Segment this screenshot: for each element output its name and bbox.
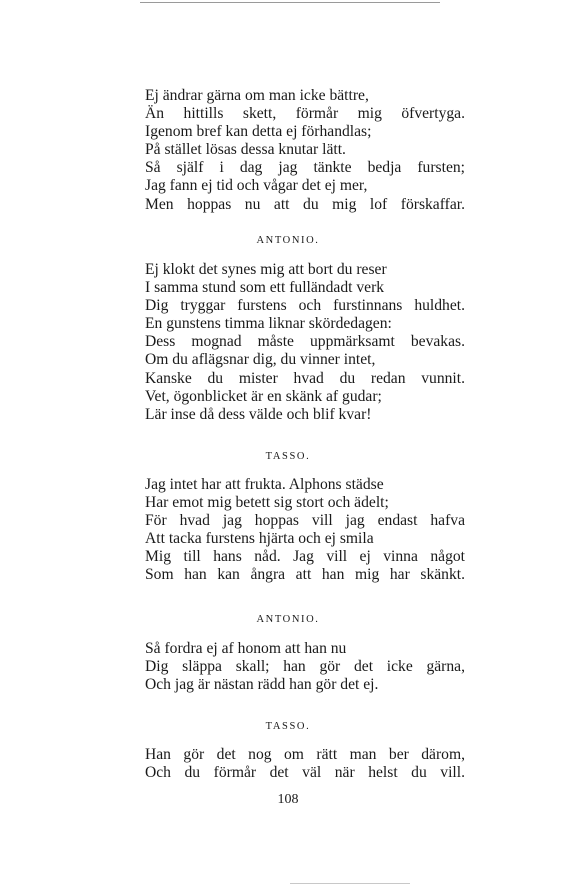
verse-line: Ej klokt det synes mig att bort du reser [145,261,387,278]
verse-line: Har emot mig betett sig stort och ädelt; [145,494,389,512]
verse-line: Och du förmår det väl när helst du vill. [145,764,465,782]
page-number: 108 [277,792,299,807]
verse-line: Men hoppas nu att du mig lof förskaffar. [145,195,465,213]
speaker-heading: ANTONIO. [256,235,320,246]
verse-line: Vet, ögonblicket är en skänk af gudar; [145,387,382,405]
verse-block [145,640,465,694]
verse-line: Igenom bref kan detta ej förhandlas; [145,123,372,141]
verse-line: Att tacka furstens hjärta och ej smila [145,530,374,548]
verse-line: Dig tryggar furstens och furstinnans huldhet. [145,297,465,315]
speaker-heading: ANTONIO. [256,614,320,625]
verse-line: Jag intet har att frukta. Alphons städse [145,476,384,493]
verse-line: Så själf i dag jag tänkte bedja fursten; [145,159,465,177]
verse-line: Kanske du mister hvad du redan vunnit. [145,369,465,387]
verse-line: Om du aflägsnar dig, du vinner intet, [145,351,376,369]
verse-line: Han gör det nog om rätt man ber därom, [145,746,465,763]
verse-line: För hvad jag hoppas vill jag endast hafva [145,512,465,530]
verse-line: Och jag är nästan rädd han gör det ej. [145,676,379,694]
verse-line: Lär inse då dess välde och blif kvar! [145,405,372,423]
verse-line: En gunstens timma liknar skördedagen: [145,315,392,333]
verse-block [145,261,465,424]
speaker-heading: TASSO. [265,451,311,462]
verse-block [145,746,465,782]
bottom-rule [290,883,410,884]
verse-line: Så fordra ej af honom att han nu [145,640,347,657]
verse-line: Än hittills skett, förmår mig öfvertyga. [145,105,465,123]
verse-line: Som han kan ångra att han mig har skänkt. [145,566,465,584]
verse-block [145,87,465,214]
speaker-heading: TASSO. [265,721,311,732]
verse-line: I samma stund som ett fulländadt verk [145,279,385,297]
verse-line: På stället lösas dessa knutar lätt. [145,141,346,159]
verse-line: Dig släppa skall; han gör det icke gärna, [145,658,465,676]
top-rule [140,2,440,3]
verse-line: Mig till hans nåd. Jag vill ej vinna något [145,548,465,566]
verse-line: Dess mognad måste uppmärksamt bevakas. [145,333,465,351]
verse-block [145,476,465,585]
verse-line: Jag fann ej tid och vågar det ej mer, [145,177,368,195]
verse-line: Ej ändrar gärna om man icke bättre, [145,87,369,104]
